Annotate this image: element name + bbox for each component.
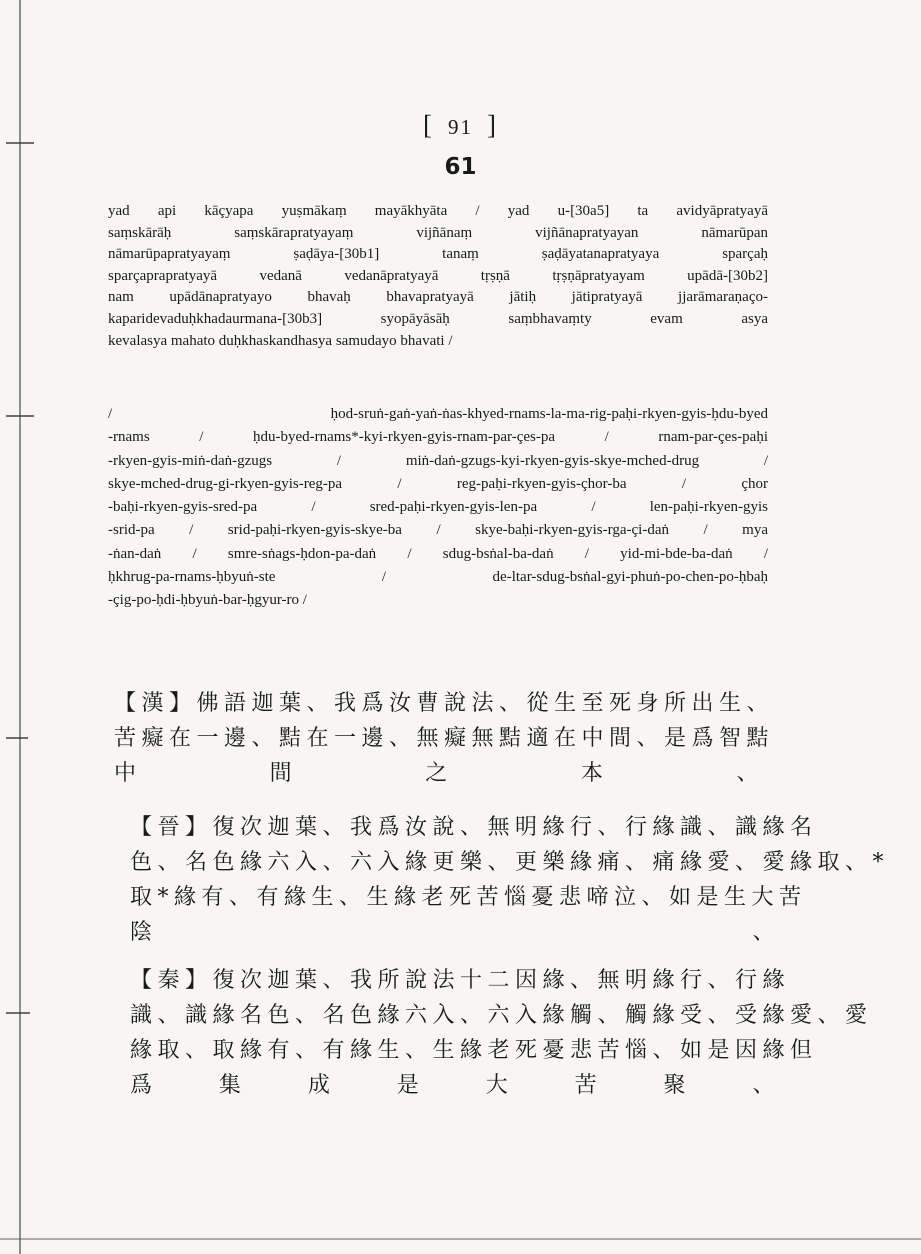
binding-edge-tick [6, 1012, 30, 1014]
tibetan-line: -srid-pa / srid-paḥi-rkyen-gyis-skye-ba / skye-baḥi-rkyen-gyis-rga-çi-daṅ / mya [108, 522, 768, 539]
sanskrit-line: kevalasya mahato duḥkhaskandhasya samudayo bhavati / [108, 332, 453, 349]
chinese-jin-paragraph [130, 810, 890, 950]
binding-edge-tick [6, 737, 28, 739]
chinese-jin-line: 取*緣有、有緣生、生緣老死苦惱憂悲啼泣、如是生大苦 [130, 885, 807, 910]
chinese-jin-line: 色、名色緣六入、六入緣更樂、更樂緣痛、痛緣愛、愛緣取、* [130, 850, 890, 875]
chinese-qin-line: 爲集成是大苦聚、 [130, 1073, 780, 1098]
sanskrit-line: kaparidevaduḥkhadaurmana-[30b3] syopāyāsāḥ saṃbhavaṃty evam asya [108, 310, 768, 327]
tibetan-line: ḥkhrug-pa-rnams-ḥbyuṅ-ste / de-ltar-sdug-bsṅal-gyi-phuṅ-po-chen-po-ḥbaḥ [108, 569, 768, 586]
sanskrit-paragraph [108, 201, 768, 352]
tibetan-line: -rnams / ḥdu-byed-rnams*-kyi-rkyen-gyis-rnam-par-çes-pa / rnam-par-çes-paḥi [108, 429, 768, 446]
tibetan-line: skye-mched-drug-gi-rkyen-gyis-reg-pa / reg-paḥi-rkyen-gyis-çhor-ba / çhor [108, 475, 768, 492]
chinese-qin-line: 【秦】復次迦葉、我所說法十二因緣、無明緣行、行緣 [130, 968, 791, 993]
binding-edge-line [19, 0, 21, 1254]
chinese-jin-line: 陰、 [130, 920, 780, 945]
sanskrit-line: yad api kāçyapa yuṣmākaṃ mayākhyāta / yad u-[30a5] ta avidyāpratyayā [108, 203, 768, 219]
sanskrit-line: nāmarūpapratyayaṃ ṣaḍāya-[30b1] tanaṃ ṣaḍāyatanapratyaya sparçaḥ [108, 246, 768, 263]
page-number-bracket-close: ] [487, 110, 498, 140]
chinese-han-line: 中間之本、 [114, 761, 764, 786]
tibetan-paragraph [108, 403, 768, 613]
chinese-han-line: 苦癡在一邊、黠在一邊、無癡無黠適在中間、是爲智黠 [114, 726, 775, 751]
binding-edge-tick [6, 142, 34, 144]
page-number-value: 91 [448, 115, 473, 139]
tibetan-line: / ḥod-sruṅ-gaṅ-yaṅ-ṅas-khyed-rnams-la-ma-rig-paḥi-rkyen-gyis-ḥdu-byed [108, 406, 768, 422]
chinese-qin-paragraph [130, 963, 873, 1103]
section-number: 61 [444, 154, 477, 180]
tibetan-line: -rkyen-gyis-miṅ-daṅ-gzugs / miṅ-daṅ-gzugs-kyi-rkyen-gyis-skye-mched-drug / [108, 452, 768, 469]
chinese-jin-line: 【晉】復次迦葉、我爲汝說、無明緣行、行緣識、識緣名 [130, 815, 818, 840]
binding-edge-tick [6, 415, 34, 417]
chinese-han-paragraph [114, 686, 775, 791]
sanskrit-line: nam upādānapratyayo bhavaḥ bhavapratyayā jātiḥ jātipratyayā jjarāmaraṇaço- [108, 289, 768, 306]
bottom-scan-rule [0, 1238, 921, 1240]
page-number-bracket-open: [ [423, 110, 434, 140]
sanskrit-line: saṃskārāḥ saṃskārapratyayaṃ vijñānaṃ vijñānapratyayan nāmarūpan [108, 224, 768, 241]
page-number [0, 110, 921, 141]
chinese-qin-line: 緣取、取緣有、有緣生、生緣老死憂悲苦惱、如是因緣但 [130, 1038, 818, 1063]
chinese-han-line: 【漢】佛語迦葉、我爲汝曹說法、從生至死身所出生、 [114, 691, 775, 716]
chinese-qin-line: 識、識緣名色、名色緣六入、六入緣觸、觸緣受、受緣愛、愛 [130, 1003, 873, 1028]
sanskrit-line: sparçaprapratyayā vedanā vedanāpratyayā tṛṣṇā tṛṣṇāpratyayam upādā-[30b2] [108, 267, 768, 284]
tibetan-line: -baḥi-rkyen-gyis-sred-pa / sred-paḥi-rkyen-gyis-len-pa / len-paḥi-rkyen-gyis [108, 499, 768, 516]
tibetan-line: -çig-po-ḥdi-ḥbyuṅ-bar-ḥgyur-ro / [108, 592, 307, 609]
tibetan-line: -ṅan-daṅ / smre-sṅags-ḥdon-pa-daṅ / sdug-bsṅal-ba-daṅ / yid-mi-bde-ba-daṅ / [108, 545, 768, 562]
